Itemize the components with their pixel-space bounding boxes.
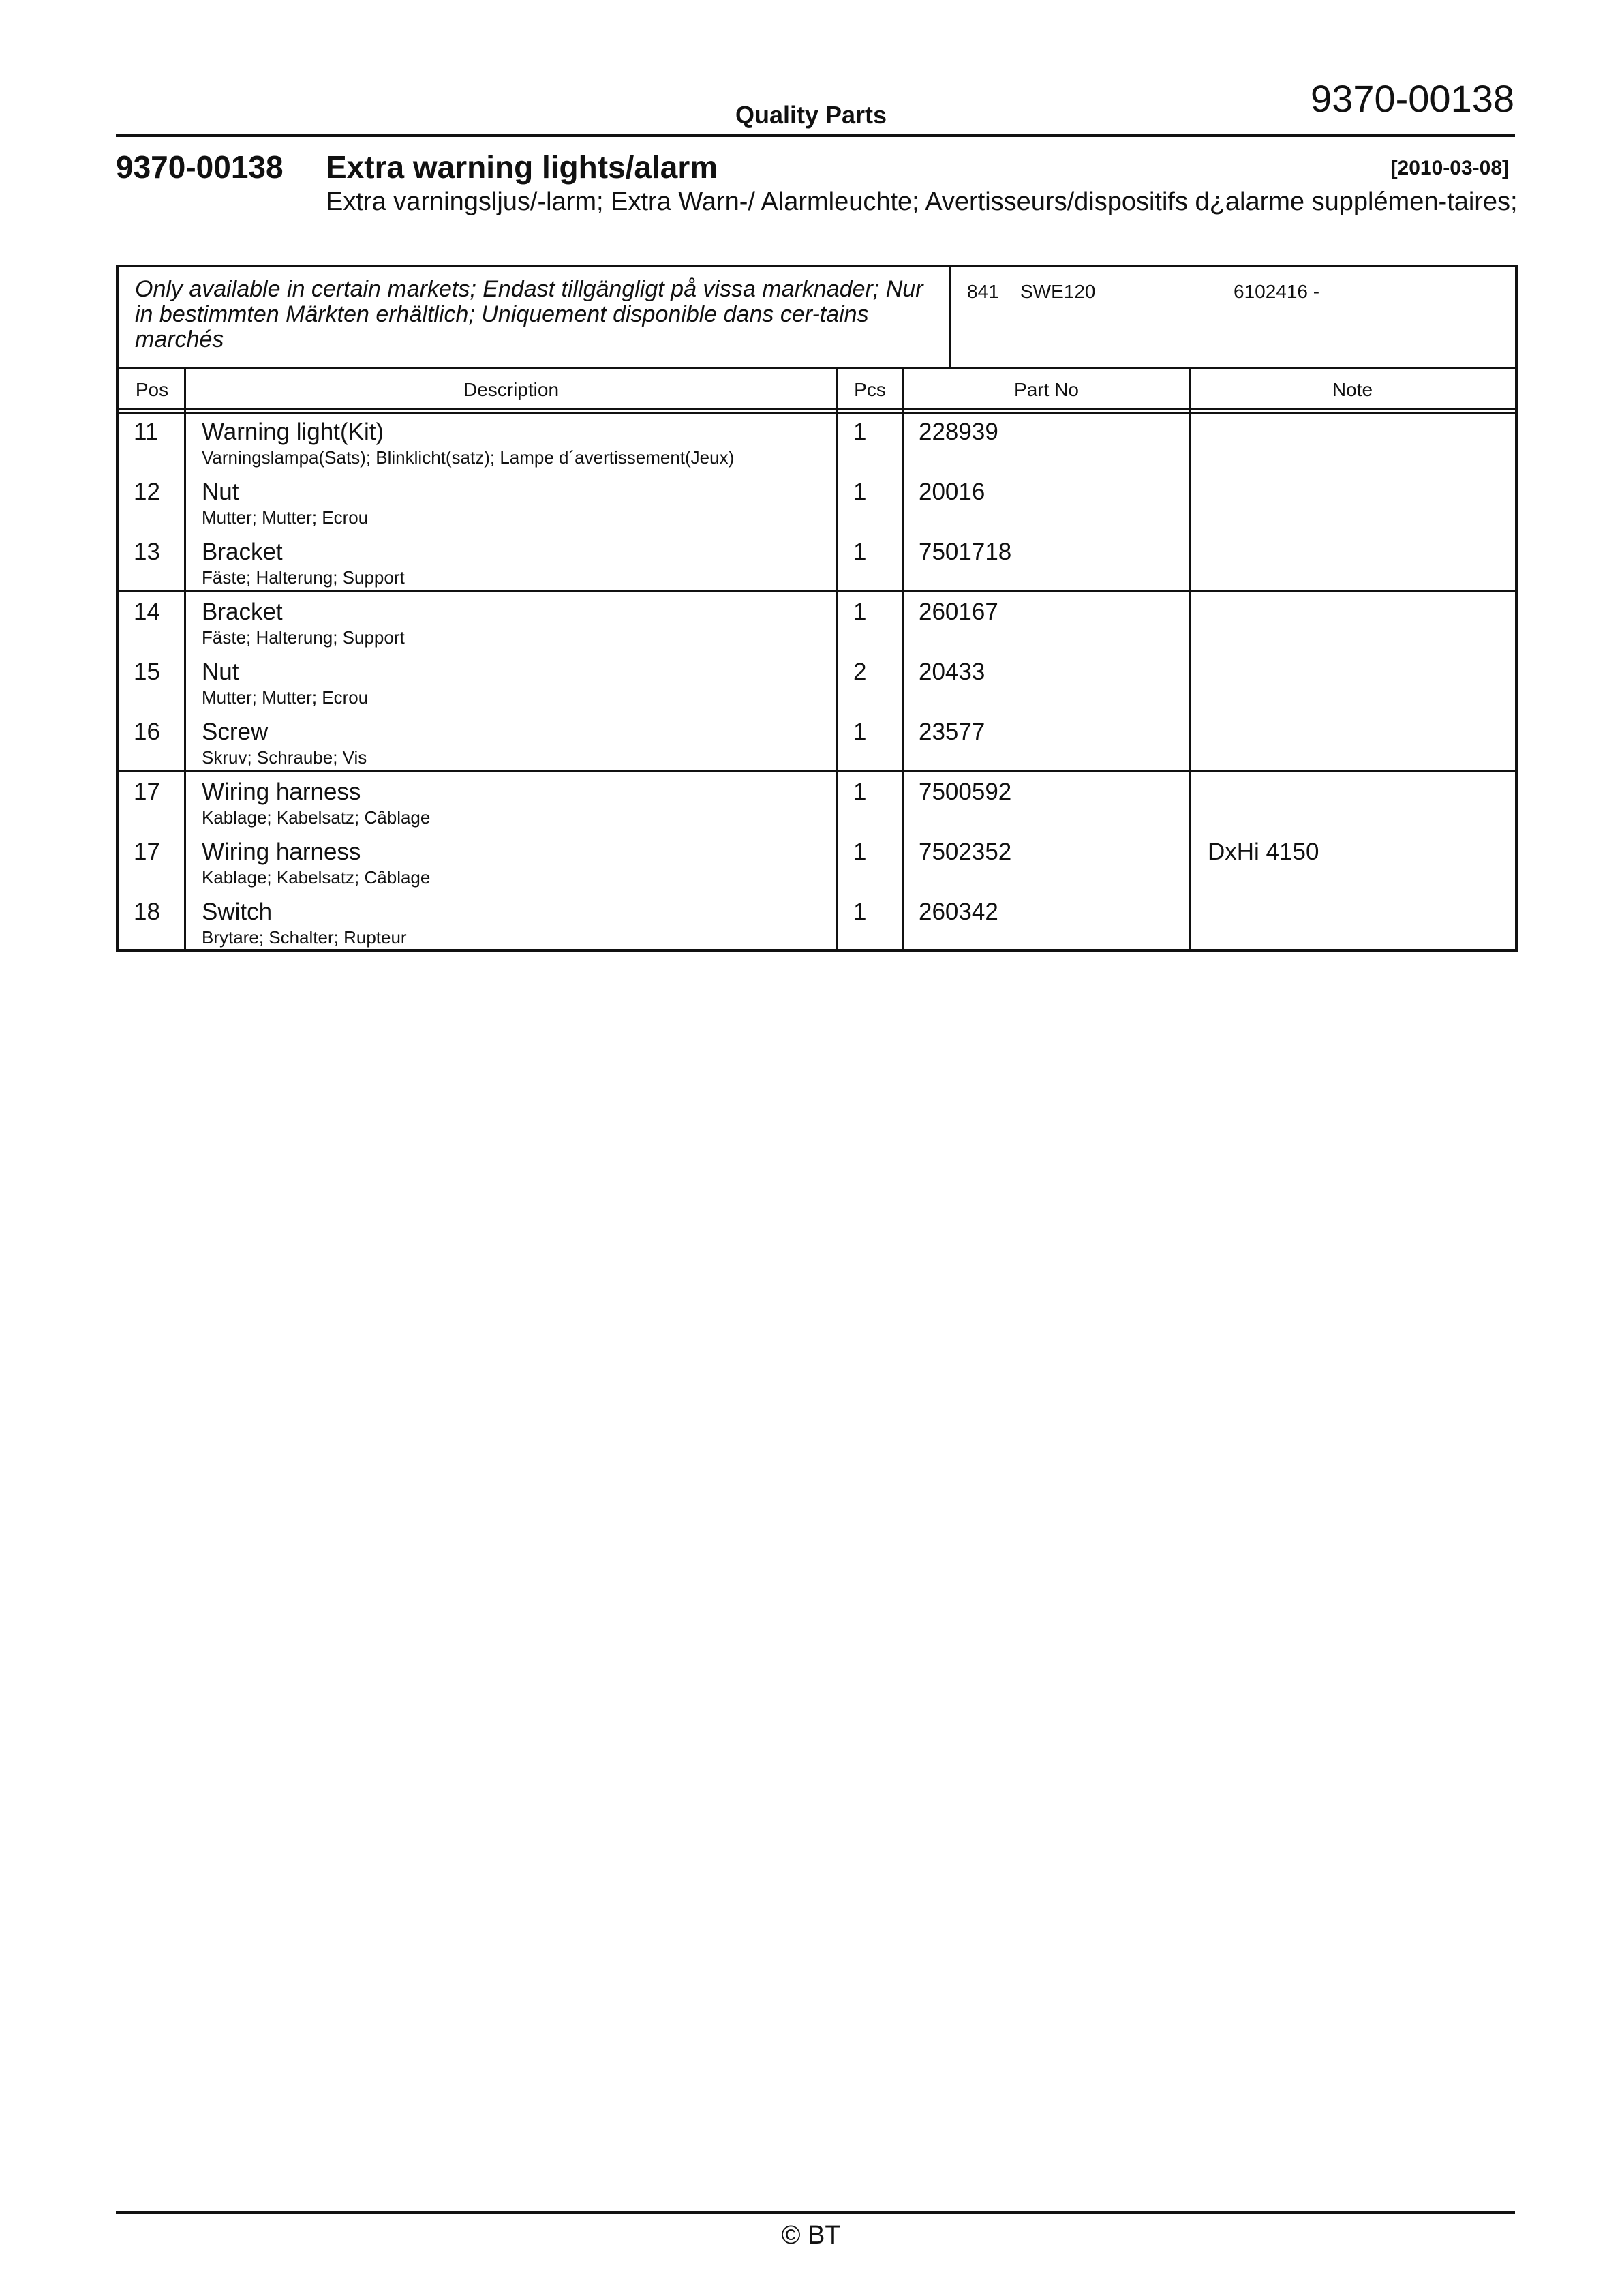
part-number: 20016 — [919, 479, 985, 505]
quantity: 1 — [853, 539, 867, 565]
part-name: Bracket — [202, 599, 283, 625]
part-name: Bracket — [202, 539, 283, 565]
table-header — [119, 369, 1515, 410]
quantity: 1 — [853, 479, 867, 505]
group-divider — [119, 770, 1515, 772]
part-number: 7501718 — [919, 539, 1012, 565]
quantity: 1 — [853, 839, 867, 865]
parts-table — [116, 265, 1518, 952]
part-translations: Mutter; Mutter; Ecrou — [202, 507, 369, 528]
part-number: 228939 — [919, 419, 998, 445]
quantity: 1 — [853, 779, 867, 805]
copyright: © BT — [781, 2221, 841, 2250]
info-divider — [949, 267, 951, 367]
position: 13 — [134, 539, 160, 565]
part-name: Nut — [202, 479, 239, 505]
part-translations: Fäste; Halterung; Support — [202, 627, 405, 648]
position: 12 — [134, 479, 160, 505]
position: 15 — [134, 659, 160, 685]
table-row — [119, 894, 1515, 954]
col-note: Note — [1332, 379, 1373, 400]
quantity: 1 — [853, 898, 867, 925]
table-row — [119, 594, 1515, 654]
position: 18 — [134, 898, 160, 925]
table-row — [119, 774, 1515, 834]
position: 17 — [134, 779, 160, 805]
part-translations: Mutter; Mutter; Ecrou — [202, 687, 369, 708]
part-name: Wiring harness — [202, 839, 361, 865]
table-row — [119, 714, 1515, 774]
part-number: 23577 — [919, 719, 985, 745]
part-name: Wiring harness — [202, 779, 361, 805]
quantity: 1 — [853, 599, 867, 625]
quantity: 2 — [853, 659, 867, 685]
part-name: Screw — [202, 719, 269, 745]
part-number: 260342 — [919, 898, 998, 925]
model-name: SWE120 — [1020, 281, 1096, 302]
table-row — [119, 654, 1515, 714]
position: 11 — [134, 419, 159, 445]
table-row — [119, 834, 1515, 894]
part-translations: Kablage; Kabelsatz; Câblage — [202, 867, 431, 888]
col-pcs: Pcs — [854, 379, 886, 400]
part-translations: Varningslampa(Sats); Blinklicht(satz); Lampe d´avertissement(Jeux) — [202, 447, 735, 468]
position: 17 — [134, 839, 160, 865]
document-number: 9370-00138 — [1311, 77, 1514, 120]
part-translations: Skruv; Schraube; Vis — [202, 747, 367, 768]
part-translations: Brytare; Schalter; Rupteur — [202, 927, 407, 948]
group-divider — [119, 590, 1515, 592]
title-translations: Extra varningsljus/-larm; Extra Warn-/ Alarmleuchte; Avertisseurs/dispositifs d¿alarme supplémen-taires; — [326, 187, 1518, 216]
part-number: 20433 — [919, 659, 985, 685]
position: 14 — [134, 599, 160, 625]
part-name: Nut — [202, 659, 239, 685]
serial-range: 6102416 - — [1234, 281, 1320, 302]
part-number: 7500592 — [919, 779, 1012, 805]
note: DxHi 4150 — [1208, 839, 1319, 865]
footer-divider — [116, 2211, 1515, 2214]
part-number: 7502352 — [919, 839, 1012, 865]
header-double-line — [119, 412, 1515, 414]
part-number: 260167 — [919, 599, 998, 625]
title-number: 9370-00138 — [116, 149, 284, 185]
col-description: Description — [463, 379, 560, 400]
header-divider — [116, 134, 1515, 137]
col-pos: Pos — [135, 379, 169, 400]
table-row — [119, 414, 1515, 474]
table-row — [119, 474, 1515, 534]
info-section — [119, 267, 1515, 369]
title-date: [2010-03-08] — [1390, 157, 1509, 179]
table-row — [119, 534, 1515, 594]
col-part-no: Part No — [1014, 379, 1079, 400]
quantity: 1 — [853, 419, 867, 445]
part-name: Warning light(Kit) — [202, 419, 384, 445]
quantity: 1 — [853, 719, 867, 745]
availability-note: Only available in certain markets; Endast tillgängligt på vissa marknader; Nur in bestimmten Märkten erhältlich; Uniquement disponible dans cer-tains marchés — [135, 276, 923, 352]
part-translations: Kablage; Kabelsatz; Câblage — [202, 807, 431, 828]
page-title: Extra warning lights/alarm — [326, 149, 718, 185]
part-translations: Fäste; Halterung; Support — [202, 567, 405, 588]
model-code: 841 — [967, 281, 999, 302]
position: 16 — [134, 719, 160, 745]
part-name: Switch — [202, 898, 273, 925]
section-title: Quality Parts — [735, 101, 887, 129]
